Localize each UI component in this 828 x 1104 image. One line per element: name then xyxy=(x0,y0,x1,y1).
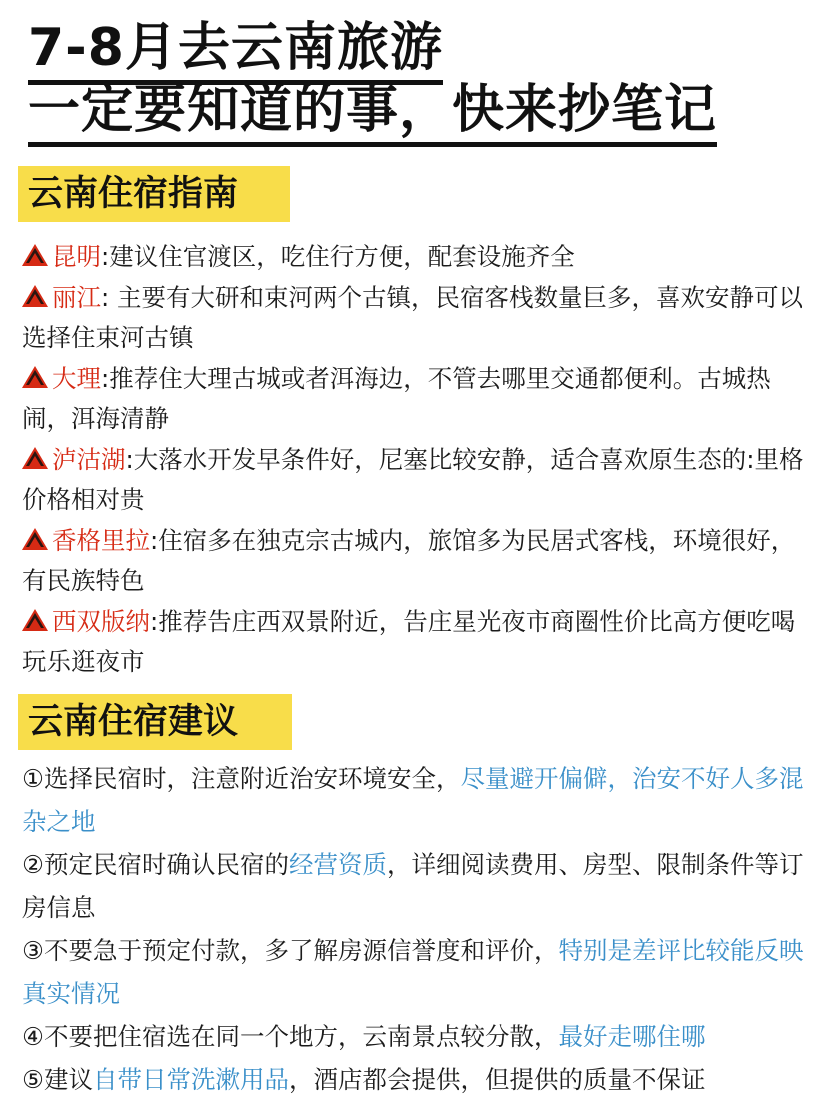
tip-text-end: ，酒店都会提供，但提供的质量不保证 xyxy=(288,1065,706,1094)
tip-highlight: 特别是差评比较能反映真实情况 xyxy=(22,936,804,1008)
warning-triangle-icon xyxy=(22,447,48,469)
warning-triangle-icon xyxy=(22,244,48,266)
list-item xyxy=(22,278,808,359)
item-text: :建议住官渡区，吃住行方便，配套设施齐全 xyxy=(101,242,575,271)
list-item xyxy=(22,1058,808,1101)
place-name: 泸沽湖 xyxy=(52,444,126,474)
tip-text: ①选择民宿时，注意附近治安环境安全， xyxy=(22,764,461,793)
title-text-2: 一定要知道的事，快来抄笔记 xyxy=(28,80,717,147)
item-text: :推荐住大理古城或者洱海边，不管去哪里交通都便利。古城热闹，洱海清静 xyxy=(22,363,771,433)
tip-text: ②预定民宿时确认民宿的 xyxy=(22,850,289,879)
item-text: : 主要有大研和束河两个古镇，民宿客栈数量巨多，喜欢安静可以选择住束河古镇 xyxy=(22,282,804,352)
item-text: :大落水开发早条件好，尼塞比较安静，适合喜欢原生态的:里格价格相对贵 xyxy=(22,444,804,514)
tip-text: ④不要把住宿选在同一个地方，云南景点较分散， xyxy=(22,1022,559,1051)
tip-highlight: 尽量避开偏僻，治安不好人多混杂之地 xyxy=(22,764,804,836)
place-name: 丽江 xyxy=(52,282,101,312)
place-name: 香格里拉 xyxy=(52,525,150,555)
list-item xyxy=(22,359,808,440)
tips-list xyxy=(22,757,808,1101)
title-line-1 xyxy=(28,18,443,85)
warning-triangle-icon xyxy=(22,609,48,631)
title-line-2 xyxy=(28,80,717,147)
guide-list xyxy=(22,237,808,683)
warning-triangle-icon xyxy=(22,366,48,388)
tip-highlight: 经营资质 xyxy=(288,850,387,879)
list-item xyxy=(22,602,808,683)
list-item xyxy=(22,440,808,521)
title-text-1: 7-8月去云南旅游 xyxy=(28,18,443,85)
list-item xyxy=(22,843,808,929)
list-item xyxy=(22,929,808,1015)
tip-text: ③不要急于预定付款，多了解房源信誉度和评价， xyxy=(22,936,559,965)
list-item xyxy=(22,521,808,602)
section-heading-tips: 云南住宿建议 xyxy=(18,694,292,750)
place-name: 大理 xyxy=(52,363,101,393)
place-name: 西双版纳 xyxy=(52,606,150,636)
tip-highlight: 自带日常洗漱用品 xyxy=(92,1065,289,1094)
list-item xyxy=(22,237,808,278)
warning-triangle-icon xyxy=(22,528,48,550)
section-heading-guide: 云南住宿指南 xyxy=(18,166,290,222)
warning-triangle-icon xyxy=(22,285,48,307)
place-name: 昆明 xyxy=(52,242,101,271)
item-text: :推荐告庄西双景附近，告庄星光夜市商圈性价比高方便吃喝玩乐逛夜市 xyxy=(22,606,796,676)
tip-text: ⑤建议 xyxy=(22,1065,93,1094)
tip-highlight: 最好走哪住哪 xyxy=(558,1022,706,1051)
list-item xyxy=(22,757,808,843)
list-item xyxy=(22,1015,808,1058)
item-text: :住宿多在独克宗古城内，旅馆多为民居式客栈，环境很好，有民族特色 xyxy=(22,525,796,595)
tip-text-end: ，详细阅读费用、房型、限制条件等订房信息 xyxy=(22,850,804,922)
